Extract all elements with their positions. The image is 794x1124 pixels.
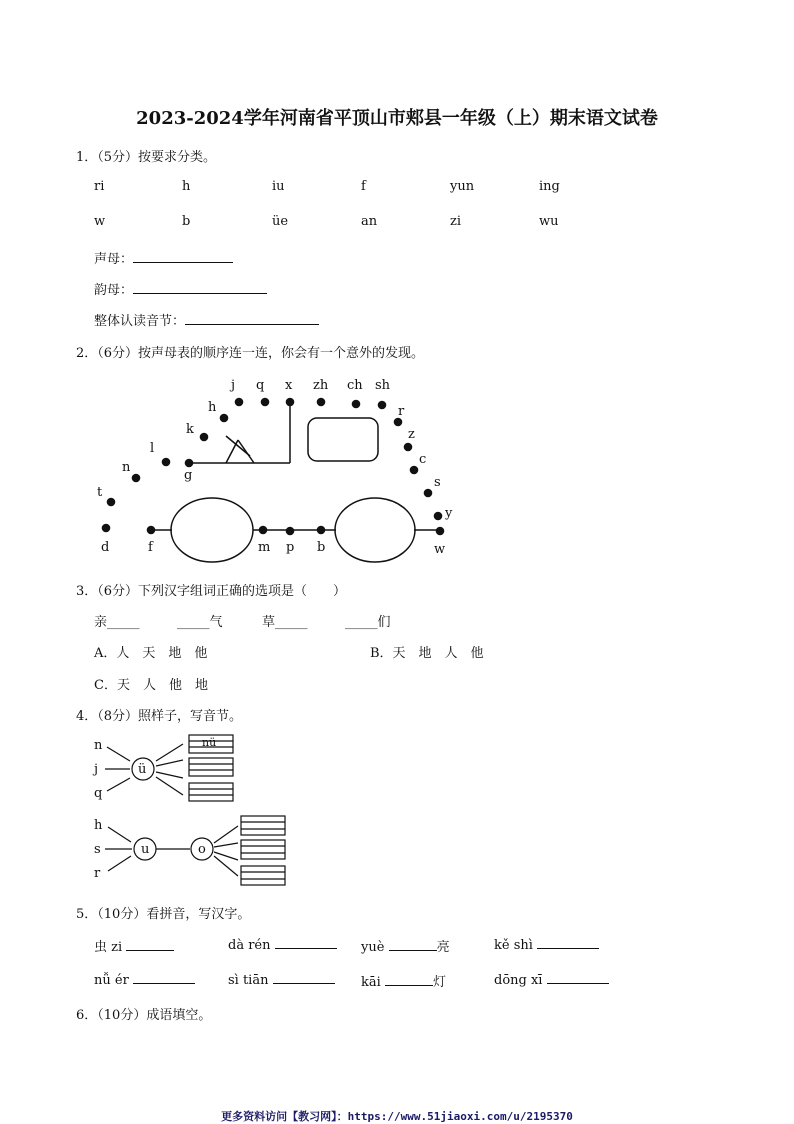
- given-character: 灯: [432, 975, 446, 990]
- letter-h: h: [208, 400, 217, 415]
- final-u-umlaut: ü: [138, 762, 147, 777]
- letter-c: c: [419, 452, 427, 467]
- letter-g: g: [184, 468, 193, 483]
- option-c[interactable]: C．天 人 他 地: [94, 678, 208, 693]
- letter-z: z: [408, 427, 415, 442]
- q1-item: f: [361, 179, 366, 194]
- answer-blank[interactable]: [537, 936, 599, 949]
- pinyin-box[interactable]: [241, 816, 285, 835]
- option-a[interactable]: A．人 天 地 他: [94, 646, 208, 661]
- q3-blank-item: _____们: [345, 615, 391, 630]
- footer-link[interactable]: 更多资料访问【教习网】：https://www.51jiaoxi.com/u/2195370: [221, 1110, 573, 1123]
- pinyin-prompt: yuè: [361, 940, 385, 955]
- letter-r: r: [398, 404, 405, 419]
- letter-k: k: [186, 422, 194, 437]
- answer-blank[interactable]: [385, 973, 433, 986]
- pinyin-box[interactable]: [189, 758, 233, 776]
- q5-item: [494, 936, 599, 953]
- initial-r: r: [94, 866, 101, 881]
- letter-t: t: [97, 485, 103, 500]
- pinyin-prompt: dōng xī: [494, 973, 543, 988]
- yunmu-label: 韵母：: [94, 283, 134, 298]
- letter-zh: zh: [313, 378, 329, 393]
- q1-item: ing: [539, 179, 560, 194]
- q5-item: [228, 936, 337, 953]
- shengmu-label: 声母：: [94, 252, 134, 267]
- q1-item: an: [361, 214, 378, 229]
- letter-f: f: [148, 540, 153, 555]
- letter-j: j: [231, 378, 236, 393]
- pinyin-prompt: sì tiān: [228, 973, 269, 988]
- initial-j: j: [94, 762, 99, 777]
- question-2-heading: 2．（6分）按声母表的顺序连一连，你会有一个意外的发现。: [76, 346, 425, 361]
- letter-sh: sh: [375, 378, 391, 393]
- q5-item: [94, 936, 174, 955]
- letter-s: s: [434, 475, 441, 490]
- initial-h: h: [94, 818, 103, 833]
- q1-item: zi: [450, 214, 462, 229]
- letter-d: d: [101, 540, 110, 555]
- sample-syllable: nü: [202, 736, 217, 749]
- question-1-heading: 1．（5分）按要求分类。: [76, 150, 217, 165]
- pinyin-prompt: dà rén: [228, 938, 271, 953]
- q5-item: [494, 971, 609, 988]
- letter-b: b: [317, 540, 326, 555]
- pinyin-prompt: kě shì: [494, 938, 533, 953]
- q5-item: [94, 971, 195, 988]
- q1-item: wu: [539, 214, 559, 229]
- q5-item: [361, 936, 450, 955]
- q5-item: [228, 971, 335, 988]
- pinyin-box[interactable]: [241, 840, 285, 859]
- q3-blank-item: _____气: [177, 615, 223, 630]
- letter-y: y: [445, 506, 453, 521]
- answer-blank[interactable]: [275, 936, 337, 949]
- zhengti-label: 整体认读音节：: [94, 314, 186, 329]
- letter-n: n: [122, 460, 131, 475]
- option-b[interactable]: B．天 地 人 他: [370, 646, 484, 661]
- letter-w: w: [434, 542, 446, 557]
- q3-blank-item: 亲_____: [94, 615, 140, 630]
- q1-item: b: [182, 214, 191, 229]
- initial-q: q: [94, 786, 103, 801]
- q1-item: yun: [450, 179, 475, 194]
- q1-item: w: [94, 214, 106, 229]
- q1-item: iu: [272, 179, 285, 194]
- initial-s: s: [94, 842, 101, 857]
- answer-blank[interactable]: [133, 971, 195, 984]
- letter-ch: ch: [347, 378, 363, 393]
- letter-l: l: [150, 441, 155, 456]
- question-3-heading: 3．（6分）下列汉字组词正确的选项是（ ）: [76, 584, 347, 599]
- answer-blank[interactable]: [273, 971, 335, 984]
- answer-blank[interactable]: [547, 971, 609, 984]
- pinyin-prompt: kāi: [361, 975, 381, 990]
- pinyin-box[interactable]: [189, 783, 233, 801]
- q3-blank-item: 草_____: [262, 615, 308, 630]
- letter-p: p: [286, 540, 295, 555]
- q1-item: ri: [94, 179, 105, 194]
- pinyin-prompt: nǚ ér: [94, 973, 129, 988]
- initial-n: n: [94, 738, 103, 753]
- q5-item: [361, 971, 446, 990]
- page-title: 2023-2024学年河南省平顶山市郏县一年级（上）期末语文试卷: [136, 108, 658, 129]
- q1-item: h: [182, 179, 191, 194]
- letter-x: x: [285, 378, 293, 393]
- question-5-heading: 5．（10分）看拼音，写汉字。: [76, 907, 251, 922]
- given-character: 亮: [436, 940, 450, 955]
- letter-q: q: [256, 378, 265, 393]
- pinyin-prompt: 虫 zi: [94, 940, 123, 955]
- answer-blank[interactable]: [126, 938, 174, 951]
- question-4-heading: 4．（8分）照样子，写音节。: [76, 709, 243, 724]
- final-o: o: [198, 842, 206, 857]
- final-u: u: [141, 842, 150, 857]
- letter-m: m: [258, 540, 271, 555]
- question-6-heading: 6．（10分）成语填空。: [76, 1008, 212, 1023]
- answer-blank[interactable]: [389, 938, 437, 951]
- q1-item: üe: [272, 214, 289, 229]
- pinyin-box[interactable]: [241, 866, 285, 885]
